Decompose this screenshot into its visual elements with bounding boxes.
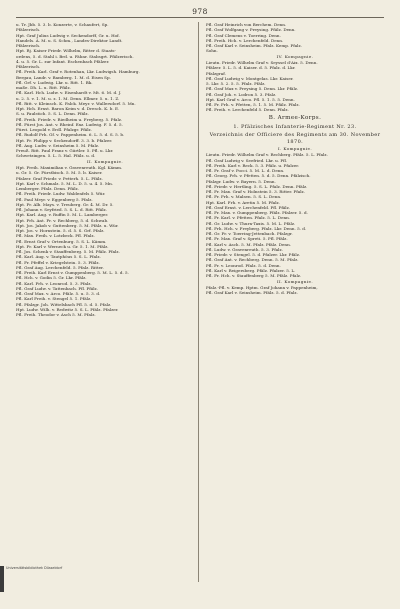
- text-line: Hpt. Karl Graf v. Arco. Pfl. 5. 1. 5. 5. Denn.: [206, 96, 295, 102]
- text-line: Pfl. Graf Ernst. v. Lerchenfeld. Pfl. Pfälz.: [206, 204, 291, 210]
- text-line: Hpt. Fr. Karl v. Werneck u. Gr. 5. 1. M. Pfälz.: [16, 243, 109, 249]
- text-line: Hpt. Fr. Philipp v. Seckendorff. 3. 3. b. Pfalzer.: [16, 137, 113, 143]
- text-line: Pfl. Graf Karl v. Seinsheim. Pfälz. 5. d. Pfalz.: [206, 290, 298, 296]
- text-line: Pfl. Graf Ludwig v. Montgelas. Lkr. Kaiser.: [206, 75, 294, 81]
- section-heading: I. Kompagnie.: [277, 146, 313, 152]
- text-line: Pfl. Graf Max. v. Arco. Pfälz. 5. u. 5. 3. d.: [16, 291, 101, 297]
- text-line: Pfl. Karl Freih. v. Stengel 5. 1. Pfälz.: [16, 296, 92, 302]
- text-line: Pfl. Fr. Max. v. Gumppenberg. Pfälz. Pfalzer. 5. d.: [206, 210, 308, 216]
- text-line: Pfalzgr. Ludw. v. Bayern. 5. Denn.: [206, 178, 276, 184]
- text-line: Pfl. Ritt. v. Kleinsch. K. Falck. Meyr. v. Wallersdorf. 5. Mn.: [16, 100, 136, 106]
- text-line: Pfl. Jos. Schenk v. Stauffenberg. 5. M. Pfälz. Pfalz.: [16, 249, 120, 255]
- text-line: maße. Dh. L. u. Ritt. Pfälz.: [16, 85, 71, 90]
- text-line: Lieutn. Friedr. Wilhelm Graf v. Rechberg. Pfälz. 5. L. Pfalz.: [206, 152, 328, 158]
- page-number: 978: [192, 7, 208, 16]
- text-line: Pfl. Karl v. Asch. 5. M. Pfalz. Pfälz. Denn.: [206, 241, 292, 247]
- section-heading: IV. Kompagnie.: [276, 54, 314, 60]
- text-line: Pfl. Fr. Max. Graf v. Holnstein 5. 3. Ritter. Pfalz.: [206, 189, 305, 195]
- text-line: Pfl. Rudolf Frh. Gf. v. Pappenheim. 6. L. 5. d. S. 5. b.: [16, 132, 125, 138]
- text-line: Pfl. Karl v. Reigersberg. Pfälz. Pfalzer. 5. L.: [206, 267, 296, 273]
- text-line: Pfl. Aug. Ludw. v. Seinsheim 5. M. Pfalz.: [16, 142, 100, 148]
- text-line: Pfl. Friedr. v. Stengel. 5. d. Pfalzer. Lkr. Pfälz.: [206, 252, 301, 258]
- text-line: Pfl. Graf Ludwig v. Seefried. Lkr. u. Pfl.: [206, 157, 288, 163]
- text-line: Pfälzerisch.: [16, 27, 41, 33]
- text-line: Hpt. Karl v. Schmalz. 5. M. L. D. 5. u. 4. 5. Mn.: [16, 180, 114, 186]
- text-line: Hpt. Graf Julius Ludwig v. Seckendorff, Gr. u. Hof.: [16, 32, 120, 38]
- text-line: Lieutn. Friedr. Wilhelm Graf v. Seyssel d'Aix. 5. Denn.: [206, 60, 318, 66]
- text-line: Bergau, Landr. v. Bamberg. 1. M. d. Eisen Sp.: [16, 74, 111, 80]
- text-line: Pfl. Ernst Graf v. Ortenburg. 5. S. L. Kämm.: [16, 238, 107, 244]
- text-line: Pfl. Fr. Karl. v. Pfetten. Pfalz. 5. L. Denn.: [206, 215, 291, 221]
- text-line: Pfl. Paul Meyr. v. Eggenberg 5. Pfalz.: [16, 196, 93, 202]
- text-line: Pfl. Graf Heinrich von Berchem. Denn.: [206, 22, 287, 27]
- text-line: Pfalz.-Pfl. v. Kemp. Hptm. Graf Johann v. Pappenheim,: [206, 284, 318, 290]
- text-line: Pfl. Freih. Friedr. Ludw. Waldenfels 5. Wür.: [16, 191, 106, 197]
- text-line: Pfl. Hch. v. Godin 5. Gr. Lkr. Pfälz.: [16, 275, 87, 281]
- library-mark: Universitätsbibliothek Düsseldorf: [6, 566, 63, 570]
- text-line: Hpt. Frh. Ant. Fr. v. Rechberg, 5. d. Schwab.: [16, 217, 109, 223]
- text-line: Schwetzingen. 5. L. 5. Hal. Pfälz. u. d.: [16, 153, 96, 159]
- text-line: Hpt. Hch. Ernst. Baron Keim v. d. Dresch. K. b. E.: [16, 106, 120, 111]
- right-column: [206, 22, 384, 295]
- text-line: Lemberger. Pfalz. Denn. Pfälz.: [16, 186, 80, 192]
- text-line: Pfl. Max. Freih. v. Lotzbeck. Pfl. Pfalz.: [16, 233, 95, 239]
- text-line: Pfl. Freih. Karl v. Reck. 5. 3. Pfälz. u. Pfalzer.: [206, 162, 300, 168]
- text-line: Hpt. Jos. v. Hornstein. 5. d. 5. S. Grf. Pfalz.: [16, 228, 105, 234]
- text-line: Pfl. Johann v. Seyfried. 5. S. L. d. Ritt. Pfälz.: [16, 207, 108, 213]
- text-line: Pfl. Fr. Hch. v. Stauffenberg 5. M. Pfälz. Pfalz.: [206, 273, 302, 279]
- text-line: u. Tr. Jbb. 5. 3. b. Konzerte, v. Schaufert, Sp.: [16, 22, 109, 27]
- header-rule: [16, 17, 384, 18]
- text-line: ordens, 5. d. Stahl i. Brd. u. Fähnr. Stabsgrt. Pfälzerisch.: [16, 53, 134, 59]
- library-stripe: [0, 566, 4, 592]
- text-line: Pfl. Graf Clemens v. Toerring. Denn.: [206, 32, 281, 38]
- text-line: Hpt. Karl. Aug. v. Ruffin 5. M. L. Lamberger.: [16, 212, 109, 218]
- text-line: Pfl. Friedr. v. Hertling. 5. S. L. Pfalz. Denn. Pfälz.: [206, 183, 308, 189]
- text-line: Pfl. Freih. Karl. Graf v. Rotenhan, Lkr. Ludwigsh. Hamburg.: [16, 69, 140, 75]
- corps-heading: B. Armee-Korps.: [268, 115, 322, 122]
- text-line: Pfl. Georg. Frh. v. Pfetten. 5. d. 5. Denn. Pfälzisch.: [206, 173, 311, 179]
- text-line: Pfl. Gr. Fr. v. Toerring-Jettenbach. Pfalzgr.: [206, 231, 293, 237]
- text-line: Pfl. Fürst Jos. Ant. v. Rheinf. Exz. Ludwig. F. 5. d. 5.: [16, 121, 123, 127]
- text-line: Pfl. Graf Ludw. v. Tattenbach. Pfl. Pfälz.: [16, 285, 98, 291]
- text-line: Pfl. Fr. Max. Graf v. Spreti. 5. Pfl. Pfälz.: [206, 236, 288, 242]
- section-heading: II. Kompagnie.: [86, 159, 124, 165]
- text-line: Pfl. Karl. Aug. v. Tautphöus 5. S. L. Pfalz.: [16, 254, 101, 260]
- text-line: Pfl. Graf Joh. v. Lodron 5. 3. Pfalz.: [206, 91, 277, 97]
- text-line: Pfl. Fr. Pfeffel v. Kriegelstein. 5. 3. Pfälz.: [16, 259, 100, 265]
- text-line: Hpt. Jos. Jakob v. Guttenberg. 5. M. Pfälz. u. Wür.: [16, 222, 119, 228]
- text-line: Pfälzer. 5. L. 5. d. Kaiser. d. 5. Pfalz. d. Lkr.: [206, 65, 296, 71]
- text-line: 4. u. 5. Gr. L. zur Infant. Eschenbach Pfälzer.: [16, 58, 110, 64]
- text-line: Pfl. Freih. v. Lerchenfeld 5. Denn. Pfalz.: [206, 107, 289, 113]
- text-line: Pfl. Graf Max v. Preysing 5. Denn. Lkr. Pfälz.: [206, 86, 299, 92]
- text-line: Pfl. Freih. Friedr. v. Riedheim u. Freyberg. 5. Pfalz.: [16, 116, 123, 122]
- text-line: Pfl. Freih. Theodor v. Asch 5. M. Pfalz.: [16, 312, 96, 318]
- text-line: u. Gr. 5. Gr. Fürstbisch. 5. M. 5. b. Kaiser.: [16, 170, 103, 176]
- text-line: Hpt. Rj. Kaiser Friedr. Wilhelm, Ritter d. Staats-: [16, 48, 116, 54]
- text-line: Pfl. Frh. Hch. v. Freyberg. Pfalz. Lkr. Denn. 5. d.: [206, 225, 307, 231]
- text-line: Pfälzerisch.: [16, 64, 41, 69]
- text-line: u. 2. 5. v. 1. M. u. z. 1. M. Denn. Ellmer. 5. u. 1. Z.: [16, 95, 120, 101]
- text-line: Pfl. Freih. Hch. v. Lerchenfeld. Denn.: [206, 37, 284, 43]
- text-line: Pfl. Graf Aug. Lerchenfeld. 5. Pfalz. Ritter.: [16, 264, 104, 270]
- section-heading: II. Kompagnie.: [276, 279, 314, 285]
- text-line: Hpt. Ludw. Wilh. v. Redwitz 5. S. L. Pfälz. Pfalzer.: [16, 306, 119, 312]
- text-line: Pfalzgraf.: [206, 70, 226, 76]
- text-line: Pfalzer. Graf Friedr. v. Petterh. 5. L. Pfälz.: [16, 175, 103, 181]
- text-line: Pfl. Grf. v. Ludwig. Lkr. u. Ritt. 1. Bk.: [16, 79, 93, 85]
- text-line: Pfl. Graf Wolfgang v. Preysing. Pfälz. Denn.: [206, 27, 296, 33]
- text-line: Preuß. Ritt. Paul Franz v. Gürtler. 5. Pfl. u. Lkr.: [16, 148, 114, 153]
- text-line: Sohn.: [206, 48, 218, 54]
- text-line: Pfl. Fr. Graf v. Pocci. 5. M. L. d. Denn.: [206, 168, 285, 174]
- text-line: Pfl. Karl. Frh. v. Leonrod. 5. 3. Pfalz.: [16, 280, 92, 286]
- text-line: Fürst. Leopold v. Erdl. Pfalzgr. Pfälz.: [16, 127, 92, 132]
- text-line: Pfl. Gr. Ludw. v. Thurn-Taxis. 5. M. L. Pfälz.: [206, 220, 296, 226]
- text-line: Handels. Ä. M. u. S. Schm., Landes-Direktor Landt.: [16, 37, 123, 43]
- text-line: Pfl. Graf Ant. v. Rechberg. Denn. 5. M. Pfalz.: [206, 257, 299, 263]
- text-line: Hpt. Karl. Frh. v. Aretin 5. M. Pfalz.: [206, 199, 280, 205]
- text-line: Pfl. Ludw. v. Gravenreuth. 5. 3. Pfalz.: [206, 246, 283, 252]
- text-line: Pfl. Karl. Hch. Ludw. v. Eisenhardt v. Mt. 6. M. d. J.: [16, 90, 122, 96]
- regiment-heading: 1. Pfälzisches Infanterie-Regiment Nr. 23.: [233, 124, 357, 131]
- column-divider: [198, 22, 199, 582]
- text-line: 5. Lkr. 5. 2. 5. 5. Pfalz. Pfälz.: [206, 81, 266, 87]
- text-line: S. u. Faulstich. 5. S. L. Denn. Pfälz.: [16, 111, 89, 117]
- left-column: [16, 22, 194, 317]
- text-line: Pfl. Freih. Karl Ernst v. Gumppenberg. 5. M. L. 5. d. 5.: [16, 270, 129, 276]
- text-line: Pfl. Pfalzgr. Joh. Wittelsbach Pfl. 5. d. 5. Pfalz.: [16, 301, 112, 307]
- text-line: Pfl. Fr. v. Leonrod. Pfalz. 5. d. Denn.: [206, 262, 281, 268]
- text-line: Hpt. Freih. Maximilian v. Gravenreuth. Kgl. Kämm.: [16, 165, 123, 171]
- regiment-heading: Verzeichnis der Officiere des Regiments am 30. November 1870.: [209, 132, 381, 145]
- text-line: Hpt. Fr. Alb. Mays. v. Treuberg. Gr. 4. M. Dr. 5.: [16, 201, 114, 207]
- text-line: Pfl. Fr. Frh. v. Pfetten, 5. 1. 5. M. Pfälz. Pfalz.: [206, 102, 300, 108]
- text-line: Pfl. Graf Karl v. Seinsheim. Pfalz. Kemp. Pfalz.: [206, 43, 302, 48]
- text-line: Pfälzerisch.: [16, 43, 41, 48]
- text-line: Pfl. Fr. Frh. v. Malsen. 5. S. L. Denn.: [206, 194, 282, 200]
